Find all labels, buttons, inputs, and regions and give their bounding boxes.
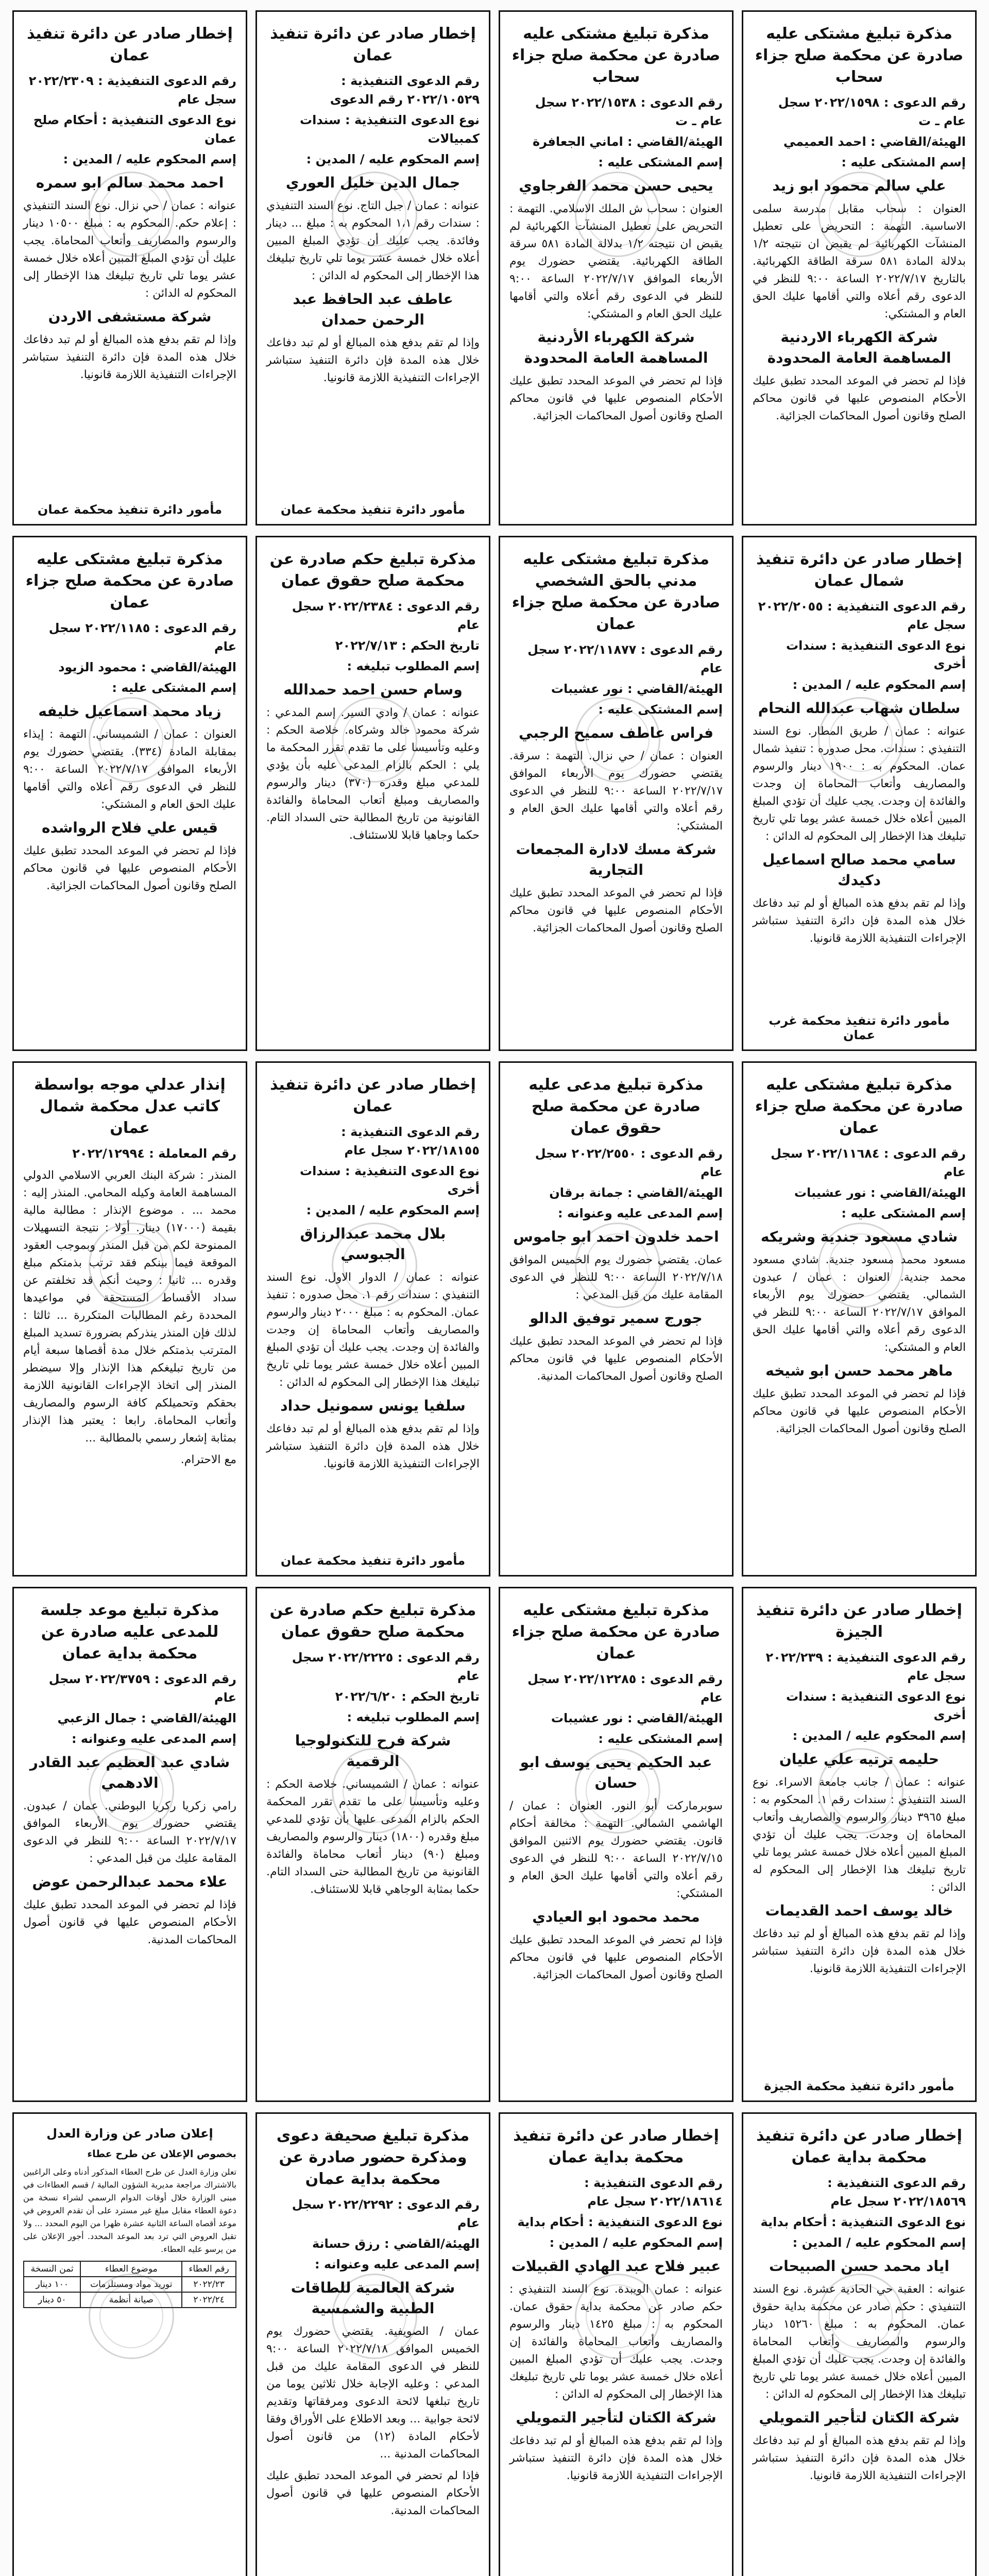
notice-field: رقم الدعوى : ٢٠٢٢/١١٨٥ سجل عام bbox=[48, 621, 236, 654]
notice-fields bbox=[509, 1144, 723, 1223]
notice-closing: فإذا لم تحضر في الموعد المحدد تطبق عليك الأحكام المنصوص عليها في قانون أصول المحاكمات المدنية. bbox=[266, 2469, 480, 2517]
plaintiff-name: شركة مستشفى الاردن bbox=[48, 308, 212, 325]
notice-field: رقم الدعوى : ٢٠٢٢/٢٣٨٤ سجل عام bbox=[292, 599, 480, 632]
notice-closing: وإذا لم تقم بدفع هذه المبالغ أو لم تبد دفاعك خلال هذه المدة فإن دائرة التنفيذ ستباشر الإجراءات التنفيذية اللازمة قانونيا. bbox=[753, 897, 966, 945]
notice-fields bbox=[753, 1144, 966, 1223]
court-stamp-icon bbox=[332, 697, 417, 783]
notice-field: رقم الدعوى : ٢٠٢٢/٢٢٩٢ سجل عام bbox=[292, 2197, 480, 2230]
notice-title: مذكرة تبليغ حكم صادرة عن محكمة صلح حقوق عمان bbox=[269, 1601, 476, 1641]
defendant-name: فراس عاطف سميح الرجبي bbox=[519, 724, 713, 741]
notice-field: بخصوص الإعلان عن طرح عطاء bbox=[87, 2148, 236, 2160]
notice-field: رقم الدعوى : ٢٠٢٢/٣٧٥٩ سجل عام bbox=[48, 1672, 236, 1705]
table-header-cell: ثمن النسخة bbox=[24, 2261, 80, 2277]
notice-body: عنوانه : العقبة حي الحادية عشرة. نوع السند التنفيذي : حكم صادر عن محكمة بداية حقوق عمان. المحكوم به : مبلغ ١٥٢٦٠ دينار والرسوم والمصاريف وأتعاب المحاماة والفائدة إن وجدت. يجب عليك أن تؤدي المبلغ المبين أعلاه خلال خمسة عشر يوما تلي تاريخ تبليغك هذا الإخطار إلى المحكوم له الدائن : bbox=[753, 2283, 966, 2401]
notice-body: العنوان : سحاب ش الملك الاسلامي. التهمة : التحريض على تعطيل المنشآت الكهربائية لم يقبض ان نتيجته ١/٢ بدلالة المادة ٥٨١ سرقة الطاقة الكهربائية. يقتضي حضورك يوم الأربعاء الموافق ٢٠٢٢/٧/١٧ الساعة ٩:٠٠ للنظر في الدعوى رقم أعلاه والتي أقامها عليك الحق العام و المشتكي: bbox=[509, 202, 723, 320]
notice-fields bbox=[509, 1670, 723, 1748]
notice-body: العنوان : سحاب مقابل مدرسة سلمى الاساسية. التهمة : التحريض على تعطيل المنشآت الكهربائية لم يقبض ان نتيجته ١/٢ بدلالة المادة ٥٨١ سرقة الطاقة الكهربائية. بالتاريخ ٢٠٢٢/٧/١٧ الساعة ٩:٠٠ للنظر في الدعوى رقم أعلاه والتي أقامها عليك الحق العام و المشتكي: bbox=[753, 202, 966, 320]
notice-body: العنوان : عمان / حي نزال. التهمة : سرقة. يقتضي حضورك يوم الأربعاء الموافق ٢٠٢٢/٧/١٧ الساعة ٩:٠٠ للنظر في الدعوى رقم أعلاه والتي أقامها عليك الحق العام و المشتكي: bbox=[509, 750, 723, 833]
plaintiff-name: شركة الكتان لتأجير التمويلي bbox=[759, 2409, 960, 2426]
notice-title: إعلان صادر عن وزارة العدل bbox=[46, 2126, 213, 2141]
legal-notice bbox=[12, 2112, 247, 2576]
notice-field: الهيئة/القاضي : اماني الجعافرة bbox=[533, 134, 723, 149]
plaintiff-name: سلفيا يونس سمونيل حداد bbox=[280, 1397, 466, 1414]
plaintiff-name: شركة الكهرباء الأردنية المساهمة العامة المحدودة bbox=[524, 329, 708, 366]
notice-title: مذكرة تبليغ موعد جلسة للمدعى عليه صادرة عن محكمة بداية عمان bbox=[40, 1601, 219, 1663]
notice-closing: فإذا لم تحضر في الموعد المحدد تطبق عليك الأحكام المنصوص عليها في قانون محاكم الصلح وقانون أصول المحاكمات الجزائية. bbox=[753, 375, 966, 422]
notice-closing: وإذا لم تقم بدفع هذه المبالغ أو لم تبد دفاعك خلال هذه المدة فإن دائرة التنفيذ ستباشر الإجراءات التنفيذية اللازمة قانونيا. bbox=[753, 2434, 966, 2482]
notice-field: رقم الدعوى : ٢٠٢٢/١١٨٧٧ سجل عام bbox=[527, 642, 723, 675]
notice-field: إسم المحكوم عليه / المدين : bbox=[792, 1728, 966, 1743]
notice-body: عنوانه : عمان الويبدة. نوع السند التنفيذي : حكم صادر عن محكمة بداية حقوق عمان. المحكوم به : مبلغ ١٤٢٥ دينار والرسوم والمصاريف وأتعاب المحاماة والفائدة إن وجدت. يجب عليك أن تؤدي المبلغ المبين أعلاه خلال خمسة عشر يوما تلي تاريخ تبليغك هذا الإخطار إلى المحكوم له الدائن : bbox=[509, 2283, 723, 2401]
notice-field: إسم المطلوب تبليغه : bbox=[347, 1710, 480, 1724]
table-cell: ٢٠٢٢/٢٤ bbox=[182, 2292, 236, 2308]
notice-fields bbox=[266, 2195, 480, 2274]
notice-field: نوع الدعوى التنفيذية : سندات أخرى bbox=[300, 1164, 480, 1197]
notice-footer: مأمور دائرة تنفيذ محكمة عمان bbox=[37, 502, 223, 517]
notice-field: رقم الدعوى : ٢٠٢٢/١٥٣٨ سجل عام ـ ت bbox=[535, 95, 723, 128]
notice-body: عنوانه : عمان / الشميساني. خلاصة الحكم : وعليه وتأسيسا على ما تقدم تقرر المحكمة الحكم بالزام المدعى عليها بأن تؤدي للمدعي مبلغ وقدره (١٨٠٠) دينار والرسوم والمصاريف ومبلغ (٩٠) دينار أتعاب محاماة والفائدة القانونية من تاريخ المطالبة حتى السداد التام. حكما بمثابة الوجاهي قابلا للاستئناف. bbox=[266, 1778, 480, 1896]
notice-title: إنذار عدلي موجه بواسطة كاتب عدل محكمة شمال عمان bbox=[34, 1076, 226, 1137]
notice-field: رقم الدعوى : ٢٠٢٢/٢٥٥٠ سجل عام bbox=[535, 1146, 723, 1179]
notice-field: نوع الدعوى التنفيذية : أحكام صلح عمان bbox=[33, 113, 236, 146]
notice-body: عنوانه : عمان / حي نزال. نوع السند التنفيذي : إعلام حكم. المحكوم به : مبلغ ١٠٥٠٠ دينار والرسوم والمصاريف وأتعاب المحاماة. يجب عليك أن تؤدي المبلغ المبين أعلاه خلال خمسة عشر يوما تلي تاريخ تبليغك هذا الإخطار إلى المحكوم له الدائن : bbox=[23, 199, 236, 300]
plaintiff-name: ماهر محمد حسن ابو شيخه bbox=[765, 1362, 953, 1379]
notice-title: مذكرة تبليغ مشتكى عليه صادرة عن محكمة صلح جزاء عمان bbox=[755, 1076, 964, 1137]
legal-notice bbox=[499, 536, 734, 1051]
table-cell: ١٠٠ دينار bbox=[24, 2277, 80, 2292]
notice-title: مذكرة تبليغ مشتكى عليه صادرة عن محكمة صلح جزاء عمان bbox=[25, 550, 234, 612]
notice-body: عنوانه : عمان / طريق المطار. نوع السند التنفيذي : سندات. محل صدوره : تنفيذ شمال عمان. المحكوم به : ١٩٠٠ دينار والرسوم والمصاريف وأتعاب المحاماة إن وجدت والفائدة إن وجدت. يجب عليك أن تؤدي المبلغ المبين أعلاه خلال خمسة عشر يوما تلي تاريخ تبليغك هذا الإخطار إلى المحكوم له الدائن : bbox=[753, 725, 966, 843]
defendant-name: اياد محمد حسن الصبيحات bbox=[769, 2258, 949, 2275]
defendant-name: يحيى حسن محمد الفرجاوي bbox=[519, 177, 713, 194]
plaintiff-name: خالد يوسف احمد القديمات bbox=[765, 1902, 953, 1919]
table-cell: ٥٠ دينار bbox=[24, 2292, 80, 2308]
court-stamp-icon bbox=[575, 697, 660, 783]
notice-field: نوع الدعوى التنفيذية : سندات أخرى bbox=[786, 638, 966, 671]
notice-field: إسم المدعى عليه وعنوانه : bbox=[557, 1206, 723, 1221]
court-stamp-icon bbox=[332, 2274, 417, 2359]
notice-body: عنوانه : عمان / جانب جامعة الاسراء. نوع السند التنفيذي : سندات رقم ١. المحكوم به : مبلغ ٣٩٦٥ دينار والرسوم والمصاريف وأتعاب المحاماة إن وجدت. يجب عليك أن تؤدي المبلغ المبين أعلاه خلال خمسة عشر يوما تلي تاريخ تبليغك هذا الإخطار إلى المحكوم له الدائن : bbox=[753, 1776, 966, 1894]
notice-closing: مع الاحترام. bbox=[180, 1453, 236, 1466]
notice-body: مسعود محمد مسعود جندية. شادي مسعود محمد جندية. العنوان : عمان / عبدون الشمالي. يقتضي حضورك يوم الأربعاء الموافق ٢٠٢٢/٧/١٧ الساعة ٩:٠٠ للنظر في الدعوى رقم أعلاه والتي أقامها عليك الحق العام و المشتكي: bbox=[753, 1253, 966, 1354]
table-cell: صيانة أنظمة bbox=[80, 2292, 182, 2308]
notice-fields bbox=[266, 1123, 480, 1219]
notice-field: رقم الدعوى التنفيذية : ٢٠٢٢/٢٠٥٥ سجل عام bbox=[758, 599, 966, 632]
notice-title: إخطار صادر عن دائرة تنفيذ محكمة بداية عمان bbox=[756, 2127, 962, 2166]
notice-field: إسم المحكوم عليه / المدين : bbox=[306, 1203, 480, 1217]
notice-fields bbox=[509, 2174, 723, 2252]
plaintiff-name: سامي محمد صالح اسماعيل دكيدك bbox=[762, 851, 956, 889]
notice-body: العنوان : عمان / الشميساني. التهمة : إيذاء بمقابلة المادة (٣٣٤). يقتضي حضورك يوم الأربعاء الموافق ٢٠٢٢/٧/١٧ الساعة ٩:٠٠ للنظر في الدعوى رقم أعلاه والتي أقامها عليك الحق العام و المشتكي: bbox=[23, 728, 236, 811]
notice-field: رقم الدعوى التنفيذية : ٢٠٢٢/١٨٥٦٩ سجل عام bbox=[827, 2176, 966, 2209]
defendant-name: احمد محمد سالم ابو سمره bbox=[36, 174, 224, 191]
notice-field: الهيئة/القاضي : رزق حسانة bbox=[312, 2236, 480, 2251]
legal-notice bbox=[742, 1061, 977, 1577]
notice-closing: فإذا لم تحضر في الموعد المحدد تطبق عليك الأحكام المنصوص عليها في قانون محاكم الصلح وقانون أصول المحاكمات الجزائية. bbox=[23, 844, 236, 892]
defendant-name: شركة فرح للتكنولوجيا الرقمية bbox=[295, 1732, 451, 1770]
legal-notice bbox=[12, 536, 247, 1051]
notice-field: إسم المشتكى عليه : bbox=[841, 1206, 966, 1221]
notice-fields bbox=[753, 93, 966, 172]
notice-closing: فإذا لم تحضر في الموعد المحدد تطبق عليك الأحكام المنصوص عليها في قانون محاكم الصلح وقانون أصول المحاكمات المدنية. bbox=[509, 1335, 723, 1383]
defendant-name: زياد محمد اسماعيل خليفه bbox=[38, 703, 221, 720]
notice-fields bbox=[266, 72, 480, 168]
defendant-name: شادي مسعود جندية وشريكه bbox=[760, 1228, 958, 1245]
court-stamp-icon bbox=[89, 1748, 174, 1834]
defendant-name: شادي عبد العظيم عبد القادر الادهمي bbox=[29, 1754, 230, 1791]
legal-notice bbox=[12, 1061, 247, 1577]
notice-field: إسم المحكوم عليه / المدين : bbox=[63, 152, 236, 166]
notice-closing: وإذا لم تقم بدفع هذه المبالغ أو لم تبد دفاعك خلال هذه المدة فإن دائرة التنفيذ ستباشر الإجراءات التنفيذية اللازمة قانونيا. bbox=[23, 333, 236, 381]
notice-field: إسم المشتكى عليه : bbox=[841, 155, 966, 170]
notice-field: إسم المحكوم عليه / المدين : bbox=[792, 677, 966, 692]
court-stamp-icon bbox=[818, 697, 903, 783]
court-stamp-icon bbox=[575, 172, 660, 257]
notice-field: نوع الدعوى التنفيذية : أحكام بداية bbox=[517, 2215, 723, 2229]
table-header-cell: رقم العطاء bbox=[182, 2261, 236, 2277]
notice-fields bbox=[266, 1648, 480, 1726]
notice-fields bbox=[266, 597, 480, 675]
notice-field: رقم الدعوى : ٢٠٢٢/١١٦٨٤ سجل عام bbox=[771, 1146, 966, 1179]
notice-field: إسم المشتكى عليه : bbox=[112, 681, 236, 695]
notice-fields bbox=[23, 72, 236, 168]
notice-title: إخطار صادر عن دائرة تنفيذ عمان bbox=[270, 1076, 476, 1115]
notice-field: الهيئة/القاضي : نور عشيبات bbox=[551, 1711, 723, 1725]
notice-body: عنوانه : عمان / جبل التاج. نوع السند التنفيذي : سندات رقم ١،١ المحكوم به : مبلغ ... دينار وفائدة. يجب عليك أن تؤدي المبلغ المبين أعلاه خلال خمسة عشر يوما تلي تاريخ تبليغك هذا الإخطار إلى المحكوم له الدائن : bbox=[266, 199, 480, 282]
notice-footer: مأمور دائرة تنفيذ محكمة عمان bbox=[280, 502, 466, 517]
notice-fields bbox=[23, 1670, 236, 1748]
defendant-name: حليمه ترتيه علي عليان bbox=[779, 1751, 940, 1768]
notice-field: إسم المحكوم عليه / المدين : bbox=[792, 2235, 966, 2250]
legal-notice bbox=[499, 1587, 734, 2102]
notice-field: إسم المشتكى عليه : bbox=[598, 155, 723, 170]
defendant-name: وسام حسن احمد حمدالله bbox=[283, 681, 463, 698]
notice-field: رقم الدعوى : ٢٠٢٢/١٥٩٨ سجل عام ـ ت bbox=[778, 95, 966, 128]
court-stamp-icon bbox=[89, 2274, 174, 2359]
notices-grid bbox=[12, 10, 977, 2576]
court-stamp-icon bbox=[818, 172, 903, 257]
plaintiff-name: شركة مسك لادارة المجمعات التجارية bbox=[516, 841, 717, 878]
notice-fields bbox=[509, 93, 723, 172]
notice-fields bbox=[23, 2147, 236, 2161]
notice-title: مذكرة تبليغ مشتكى عليه صادرة عن محكمة صلح جزاء سحاب bbox=[755, 25, 964, 86]
legal-notice bbox=[255, 2112, 490, 2576]
plaintiff-name: محمد محمود ابو العيادي bbox=[532, 1908, 700, 1925]
notice-field: رقم الدعوى التنفيذية : ٢٠٢٢/١٨١٥٥ سجل عام bbox=[341, 1125, 480, 1158]
legal-notice bbox=[742, 536, 977, 1051]
notice-field: نوع الدعوى التنفيذية : سندات أخرى bbox=[786, 1689, 966, 1722]
plaintiff-name: قيس علي فلاح الرواشده bbox=[41, 819, 218, 836]
notice-body: المنذر : شركة البنك العربي الاسلامي الدولي المساهمة العامة وكيله المحامي. المنذر إليه : محمد ... . موضوع الإنذار : مطالبة مالية بقيمة (١٧٠٠٠) دينار. أولا : نتيجة التسهيلات الممنوحة لكم من قبل المنذر وبموجب العقود الموقعة فيما بينكم فقد ترتب بذمتكم مبلغ وقدره ... ثانيا : وحيث أنكم قد تخلفتم عن سداد الأقساط المستحقة في مواعيدها المحددة رغم المطالبات المتكررة ... ثالثا : لذلك فإن المنذر ينذركم بضرورة تسديد المبلغ المترتب بذمتكم خلال مدة أقصاها سبعة أيام من تاريخ تبليغكم هذا الإنذار وإلا سيضطر المنذر إلى اتخاذ الإجراءات القانونية اللازمة بحقكم وتحميلكم كافة الرسوم والمصاريف وأتعاب المحاماة. رابعا : يعتبر هذا الإنذار بمثابة إشعار رسمي بالمطالبة ... bbox=[23, 1169, 236, 1445]
legal-notice bbox=[12, 10, 247, 526]
notice-field: رقم الدعوى : ٢٠٢٢/١٢٢٨٥ سجل عام bbox=[527, 1672, 723, 1705]
notice-fields bbox=[753, 1648, 966, 1745]
notice-title: مذكرة تبليغ حكم صادرة عن محكمة صلح حقوق عمان bbox=[269, 550, 476, 590]
notice-footer: مأمور دائرة تنفيذ محكمة عمان bbox=[280, 1553, 466, 1568]
court-stamp-icon bbox=[89, 697, 174, 783]
notice-field: رقم الدعوى التنفيذية : ٢٠٢٢/٢٣٩ سجل عام bbox=[765, 1650, 966, 1683]
legal-notice bbox=[742, 1587, 977, 2102]
notice-body: عمان. يقتضي حضورك يوم الخميس الموافق ٢٠٢٢/٧/١٨ الساعة ٩:٠٠ للنظر في الدعوى المقامة عليك من قبل المدعي : bbox=[509, 1253, 723, 1301]
court-stamp-icon bbox=[332, 1223, 417, 1308]
notice-field: رقم الدعوى التنفيذية : ٢٠٢٢/١٠٥٢٩ رقم الدعوى bbox=[330, 74, 480, 107]
notice-field: الهيئة/القاضي : نور عشيبات bbox=[551, 682, 723, 696]
notice-fields bbox=[753, 597, 966, 694]
notice-title: إخطار صادر عن دائرة تنفيذ عمان bbox=[270, 25, 476, 64]
notice-field: رقم الدعوى التنفيذية : ٢٠٢٢/٢٣٠٩ سجل عام bbox=[28, 74, 236, 107]
notice-field: إسم المطلوب تبليغه : bbox=[347, 659, 480, 673]
legal-notice bbox=[742, 10, 977, 526]
notice-body: عنوانه : عمان / الدوار الاول. نوع السند التنفيذي : سندات رقم ١. محل صدوره : تنفيذ عمان. المحكوم به : مبلغ ٢٠٠٠ دينار والرسوم والمصاريف وأتعاب المحاماة إن وجدت والفائدة إن وجدت. يجب عليك أن تؤدي المبلغ المبين أعلاه خلال خمسة عشر يوما تلي تاريخ تبليغك هذا الإخطار إلى المحكوم له الدائن : bbox=[266, 1271, 480, 1389]
legal-notice bbox=[255, 10, 490, 526]
notice-title: إخطار صادر عن دائرة تنفيذ الجيزة bbox=[756, 1601, 962, 1641]
notice-closing: فإذا لم تحضر في الموعد المحدد تطبق عليك الأحكام المنصوص عليها في قانون محاكم الصلح وقانون أصول المحاكمات الجزائية. bbox=[509, 1934, 723, 1981]
notice-closing: وإذا لم تقم بدفع هذه المبالغ أو لم تبد دفاعك خلال هذه المدة فإن دائرة التنفيذ ستباشر الإجراءات التنفيذية اللازمة قانونيا. bbox=[509, 2434, 723, 2482]
notice-title: إخطار صادر عن دائرة تنفيذ شمال عمان bbox=[756, 550, 962, 590]
legal-notice bbox=[255, 536, 490, 1051]
legal-notice bbox=[255, 1587, 490, 2102]
notice-title: مذكرة تبليغ مشتكى عليه صادرة عن محكمة صلح جزاء عمان bbox=[511, 1601, 721, 1663]
notice-field: الهيئة/القاضي : جمال الزعبي bbox=[57, 1711, 236, 1725]
legal-notice bbox=[742, 2112, 977, 2576]
notice-footer: مأمور دائرة تنفيذ محكمة الجيزة bbox=[764, 2079, 954, 2093]
defendant-name: عبد الحكيم يحيى يوسف ابو حسان bbox=[520, 1754, 712, 1791]
notice-closing: فإذا لم تحضر في الموعد المحدد تطبق عليك الأحكام المنصوص عليها في قانون أصول المحاكمات المدنية. bbox=[23, 1899, 236, 1946]
notice-field: إسم المحكوم عليه / المدين : bbox=[306, 152, 480, 166]
notice-title: إخطار صادر عن دائرة تنفيذ محكمة بداية عمان bbox=[513, 2127, 719, 2166]
court-stamp-icon bbox=[575, 1748, 660, 1834]
notice-title: مذكرة تبليغ مشتكى عليه صادرة عن محكمة صلح جزاء سحاب bbox=[511, 25, 721, 86]
notice-closing: وإذا لم تقم بدفع هذه المبالغ أو لم تبد دفاعك خلال هذه المدة فإن دائرة التنفيذ ستباشر الإجراءات التنفيذية اللازمة قانونيا. bbox=[266, 336, 480, 384]
legal-notice bbox=[499, 10, 734, 526]
plaintiff-name: علاء محمد عبدالرحمن عوض bbox=[32, 1873, 228, 1890]
notice-title: مذكرة تبليغ صحيفة دعوى ومذكرة حضور صادرة عن محكمة بداية عمان bbox=[276, 2127, 470, 2188]
notice-title: مذكرة تبليغ مدعى عليه صادرة عن محكمة صلح حقوق عمان bbox=[528, 1076, 704, 1137]
notice-title: مذكرة تبليغ مشتكى عليه مدني بالحق الشخصي صادرة عن محكمة صلح جزاء عمان bbox=[511, 550, 721, 633]
court-stamp-icon bbox=[575, 1223, 660, 1308]
defendant-name: علي سالم محمود ابو زيد bbox=[772, 177, 946, 194]
notice-fields bbox=[23, 1144, 236, 1163]
notice-closing: وإذا لم تقم بدفع هذه المبالغ أو لم تبد دفاعك خلال هذه المدة فإن دائرة التنفيذ ستباشر الإجراءات التنفيذية اللازمة قانونيا. bbox=[266, 1422, 480, 1470]
notice-field: الهيئة/القاضي : احمد العميمي bbox=[783, 134, 966, 149]
legal-notice bbox=[12, 1587, 247, 2102]
table-cell: توريد مواد ومستلزمات bbox=[80, 2277, 182, 2292]
notice-field: إسم المدعى عليه وعنوانه : bbox=[71, 1732, 236, 1746]
notice-title: إخطار صادر عن دائرة تنفيذ عمان bbox=[27, 25, 233, 64]
notice-fields bbox=[753, 2174, 966, 2252]
legal-notice bbox=[255, 1061, 490, 1577]
plaintiff-name: عاطف عبد الحافظ عبد الرحمن حمدان bbox=[293, 291, 453, 328]
notice-field: رقم المعاملة : ٢٠٢٢/١٢٩٩٤ bbox=[72, 1146, 236, 1161]
notice-closing: فإذا لم تحضر في الموعد المحدد تطبق عليك الأحكام المنصوص عليها في قانون محاكم الصلح وقانون أصول المحاكمات الجزائية. bbox=[753, 1387, 966, 1435]
notice-body: تعلن وزارة العدل عن طرح العطاء المذكور أدناه وعلى الراغبين بالاشتراك مراجعة مديرية الشؤون المالية / قسم العطاءات في مبنى الوزارة خلال أوقات الدوام الرسمي لشراء نسخة من دعوة العطاء مقابل مبلغ غير مسترد على أن تقدم العروض في موعد أقصاه الساعة الثانية عشرة ظهرا من اليوم المحدد ... ولا تقبل العروض التي ترد بعد الموعد المحدد. أجور الإعلان على من يرسو عليه العطاء. bbox=[23, 2167, 236, 2254]
notice-body: عنوانه : عمان / وادي السير. إسم المدعي : شركة محمود خالد وشركاه. خلاصة الحكم : وعليه وتأسيسا على ما تقدم تقرر المحكمة ما يلي : الحكم بالزام المدعى عليه بأن يؤدي للمدعي مبلغ وقدره (٣٧٠) دينار والرسوم والمصاريف ومبلغ أتعاب المحاماة والفائدة القانونية من تاريخ المطالبة حتى السداد التام. حكما وجاهيا قابلا للاستئناف. bbox=[266, 706, 480, 842]
notice-field: إسم المشتكى عليه : bbox=[598, 702, 723, 717]
court-stamp-icon bbox=[818, 1223, 903, 1308]
plaintiff-name: شركة الكتان لتأجير التمويلي bbox=[516, 2409, 717, 2426]
notice-closing: وإذا لم تقم بدفع هذه المبالغ أو لم تبد دفاعك خلال هذه المدة فإن دائرة التنفيذ ستباشر الإجراءات التنفيذية اللازمة قانونيا. bbox=[753, 1927, 966, 1975]
plaintiff-name: جورج سمير توفيق الدالو bbox=[530, 1310, 703, 1327]
notice-field: إسم المشتكى عليه : bbox=[598, 1732, 723, 1746]
court-stamp-icon bbox=[818, 2274, 903, 2359]
notice-field: نوع الدعوى التنفيذية : أحكام بداية bbox=[760, 2215, 966, 2229]
court-stamp-icon bbox=[818, 1748, 903, 1834]
notice-field: الهيئة/القاضي : جمانة برقان bbox=[549, 1185, 723, 1200]
plaintiff-name: شركة الكهرباء الاردنية المساهمة العامة المحدودة bbox=[767, 329, 951, 366]
notice-field: إسم المدعى عليه وعنوانه : bbox=[314, 2257, 480, 2272]
court-stamp-icon bbox=[89, 172, 174, 257]
notice-field: إسم المحكوم عليه / المدين : bbox=[549, 2235, 723, 2250]
defendant-name: سلطان شهاب عبدالله النحام bbox=[758, 700, 961, 717]
notice-field: رقم الدعوى : ٢٠٢٢/٢٢٢٥ سجل عام bbox=[292, 1650, 480, 1683]
notice-footer: مأمور دائرة تنفيذ محكمة غرب عمان bbox=[769, 1013, 950, 1042]
table-cell: ٢٠٢٢/٢٣ bbox=[182, 2277, 236, 2292]
court-stamp-icon bbox=[575, 2274, 660, 2359]
court-stamp-icon bbox=[332, 172, 417, 257]
notice-body: عمان / الصويفية. يقتضي حضورك يوم الخميس الموافق ٢٠٢٢/٧/١٨ الساعة ٩:٠٠ للنظر في الدعوى المقامة عليك من قبل المدعي : وعليه الإجابة خلال ثلاثين يوما من تاريخ تبلغها لائحة الدعوى ومرفقاتها وتقديم لائحة جوابية ... وبعد الاطلاع على الأوراق وفقا لأحكام المادة (١٢) من قانون أصول المحاكمات المدنية ... bbox=[266, 2325, 480, 2461]
legal-notice bbox=[499, 2112, 734, 2576]
notice-field: تاريخ الحكم : ٢٠٢٢/٧/١٣ bbox=[335, 638, 480, 653]
notice-field: تاريخ الحكم : ٢٠٢٢/٦/٢٠ bbox=[335, 1689, 480, 1704]
notice-field: الهيئة/القاضي : نور عشيبات bbox=[794, 1185, 966, 1200]
notice-field: نوع الدعوى التنفيذية : سندات كمبيالات bbox=[300, 113, 480, 146]
legal-notice bbox=[499, 1061, 734, 1577]
court-stamp-icon bbox=[332, 1748, 417, 1834]
notice-body: رامي زكريا ركريا البوطني. عمان / عبدون. يقتضي حضورك يوم الأربعاء الموافق ٢٠٢٢/٧/١٧ الساعة ٩:٠٠ للنظر في الدعوى المقامة عليك من قبل المدعي : bbox=[23, 1800, 236, 1865]
defendant-name: عبير فلاح عبد الهادي القبيلات bbox=[511, 2258, 721, 2275]
notice-closing: فإذا لم تحضر في الموعد المحدد تطبق عليك الأحكام المنصوص عليها في قانون محاكم الصلح وقانون أصول المحاكمات الجزائية. bbox=[509, 375, 723, 422]
notice-field: الهيئة/القاضي : محمود الزيود bbox=[58, 660, 236, 674]
defendant-name: جمال الدين خليل العوري bbox=[285, 174, 461, 191]
notice-body: سوبرماركت أبو النور. العنوان : عمان / الهاشمي الشمالي. التهمة : مخالفة أحكام قانون. يقتضي حضورك يوم الاثنين الموافق ٢٠٢٢/٧/١٥ الساعة ٩:٠٠ للنظر في الدعوى رقم أعلاه والتي أقامها عليك الحق العام و المشتكي: bbox=[509, 1800, 723, 1900]
court-stamp-icon bbox=[89, 1223, 174, 1308]
defendant-name: احمد خلدون احمد ابو جاموس bbox=[513, 1228, 719, 1245]
notice-fields bbox=[23, 619, 236, 697]
notice-field: رقم الدعوى التنفيذية : ٢٠٢٢/١٨٦١٤ سجل عام bbox=[584, 2176, 723, 2209]
defendant-name: بلال محمد عبدالرزاق الجبوسي bbox=[300, 1225, 446, 1263]
table-header-cell: موضوع العطاء bbox=[80, 2261, 182, 2277]
notice-closing: فإذا لم تحضر في الموعد المحدد تطبق عليك الأحكام المنصوص عليها في قانون محاكم الصلح وقانون أصول المحاكمات الجزائية. bbox=[509, 887, 723, 935]
defendant-name: شركة العالمية للطاقات الطبية والشمسية bbox=[291, 2279, 455, 2317]
